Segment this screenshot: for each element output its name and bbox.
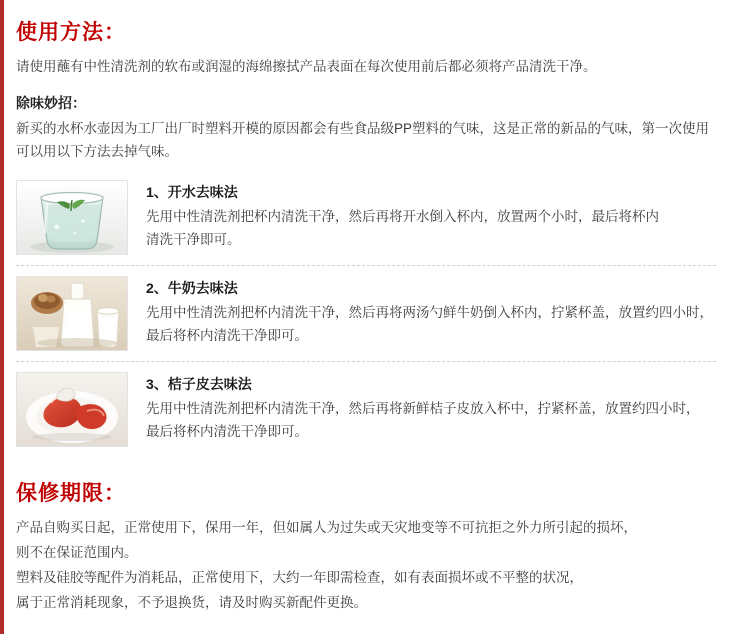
- method-description-line-2: 清洗干净即可。: [146, 232, 241, 247]
- warranty-text-block: [16, 516, 731, 616]
- milk-glass-and-bottle-photo: [16, 276, 128, 351]
- method-text-block: [146, 180, 716, 252]
- deodorize-tips-line-1: 新买的水杯水壶因为工厂出厂时塑料开模的原因都会有些食品级PP塑料的气味，这是正常的新品的气味，第一次使用: [16, 120, 710, 136]
- deodorize-tips-line-2: 可以用以下方法去掉气味。: [16, 144, 178, 160]
- method-description-line-1: 先用中性清洗剂把杯内清洗干净，然后再将开水倒入杯内，放置两个小时，最后将杯内: [146, 209, 659, 225]
- method-text-block: [146, 372, 716, 444]
- glass-cup-with-mint-water-photo: [16, 180, 128, 255]
- method-description-line-2: 最后将杯内清洗干净即可。: [146, 424, 308, 439]
- warranty-line-3: 塑料及硅胶等配件为消耗品，正常使用下，大约一年即需检查，如有表面损坏或不平整的状况，: [16, 570, 583, 586]
- method-description-line-1: 先用中性清洗剂把杯内清洗干净，然后再将两汤勺鲜牛奶倒入杯内，拧紧杯盖，放置约四小时，: [146, 305, 713, 321]
- warranty-line-4: 属于正常消耗现象，不予退换货，请及时购买新配件更换。: [16, 595, 367, 611]
- usage-paragraph: 请使用蘸有中性清洗剂的软布或润湿的海绵擦拭产品表面在每次使用前后都必须将产品清洗干净。: [16, 59, 597, 75]
- method-title: 2、牛奶去味法: [146, 280, 238, 297]
- method-item: [16, 372, 716, 457]
- method-description-line-2: 最后将杯内清洗干净即可。: [146, 328, 308, 343]
- usage-section-title: 使用方法：: [16, 21, 126, 44]
- warranty-section-title: 保修期限：: [16, 482, 126, 506]
- warranty-line-1: 产品自购买日起，正常使用下，保用一年，但如属人为过失或天灾地变等不可抗拒之外力所引起的损坏，: [16, 520, 637, 536]
- method-text-block: [146, 276, 716, 348]
- warranty-section: [16, 481, 731, 616]
- deodorize-tips-title: 除味妙招：: [16, 94, 86, 111]
- orange-peel-on-plate-photo: [16, 372, 128, 447]
- warranty-line-2: 则不在保证范围内。: [16, 545, 138, 561]
- method-title: 3、桔子皮去味法: [146, 376, 252, 393]
- deodorize-method-list: [16, 180, 716, 457]
- content-column: [16, 0, 731, 616]
- method-title: 1、开水去味法: [146, 184, 238, 201]
- method-description-line-1: 先用中性清洗剂把杯内清洗干净，然后再将新鲜桔子皮放入杯中，拧紧杯盖，放置约四小时，: [146, 401, 700, 417]
- left-accent-rule: [0, 0, 4, 634]
- method-item: [16, 276, 716, 362]
- method-item: [16, 180, 716, 266]
